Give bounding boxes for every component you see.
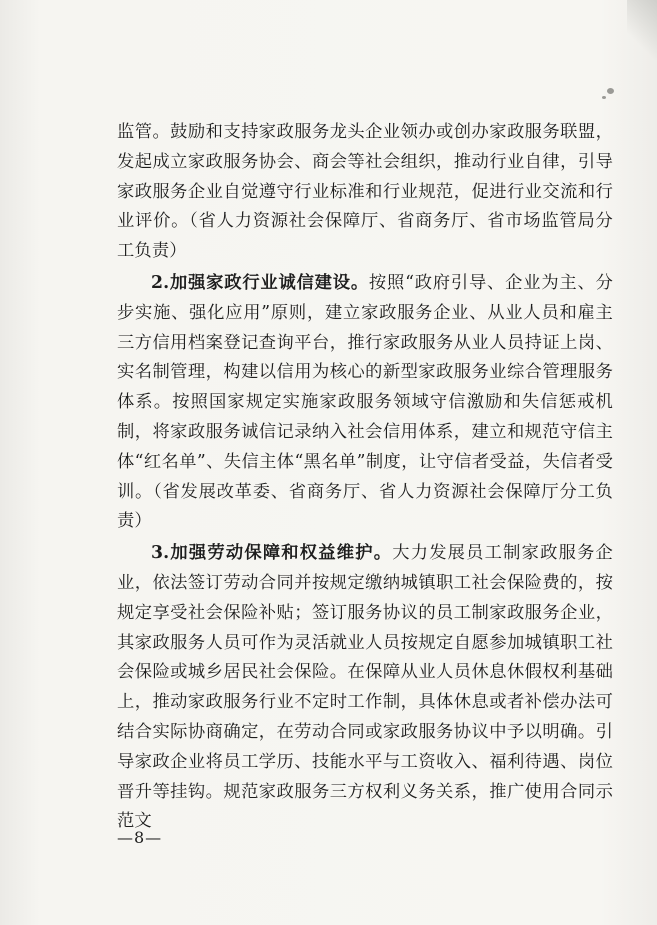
scan-speck bbox=[602, 96, 606, 99]
page-number: —8— bbox=[117, 828, 163, 847]
section-3-heading: 3.加强劳动保障和权益维护。 bbox=[151, 543, 393, 564]
section-3-body: 大力发展员工制家政服务企业，依法签订劳动合同并按规定缴纳城镇职工社会保险费的，按规定享受社会保险补贴；签订服务协议的员工制家政服务企业，其家政服务人员可作为灵活就业人员按规定自愿参加城镇职工社会保险或城乡居民社会保险。在保障从业人员休息休假权利基础上，推动家政服务行业不定时工作制，具体休息或者补偿办法可结合实际协商确定，在劳动合同或家政服务协议中予以明确。引导家政企业将员工学历、技能水平与工资收入、福利待遇、岗位晋升等挂钩。规范家政服务三方权利义务关系，推广使用合同示范文 bbox=[117, 543, 613, 832]
paragraph-1: 监管。鼓励和支持家政服务龙头企业领办或创办家政服务联盟，发起成立家政服务协会、商会等社会组织，推动行业自律，引导家政服务企业自觉遵守行业标准和行业规范，促进行业交流和行业评价。（省人力资源社会保障厅、省商务厅、省市场监管局分工负责） bbox=[117, 122, 613, 262]
section-2-body: 按照“政府引导、企业为主、分步实施、强化应用”原则，建立家政服务企业、从业人员和雇主三方信用档案登记查询平台，推行家政服务从业人员持证上岗、实名制管理，构建以信用为核心的新型家政服务业综合管理服务体系。按照国家规定实施家政服务领域守信激励和失信惩戒机制，将家政服务诚信记录纳入社会信用体系，建立和规范守信主体“红名单”、失信主体“黑名单”制度，让守信者受益，失信者受训。（省发展改革委、省商务厅、省人力资源社会保障厅分工负责） bbox=[117, 272, 613, 532]
scan-speck bbox=[607, 88, 614, 94]
paragraph-section-3 bbox=[117, 539, 613, 837]
document-body bbox=[117, 118, 613, 837]
section-2-heading: 2.加强家政行业诚信建设。 bbox=[151, 272, 369, 293]
paragraph-section-2 bbox=[117, 269, 613, 537]
page-edge-shadow bbox=[627, 0, 657, 60]
